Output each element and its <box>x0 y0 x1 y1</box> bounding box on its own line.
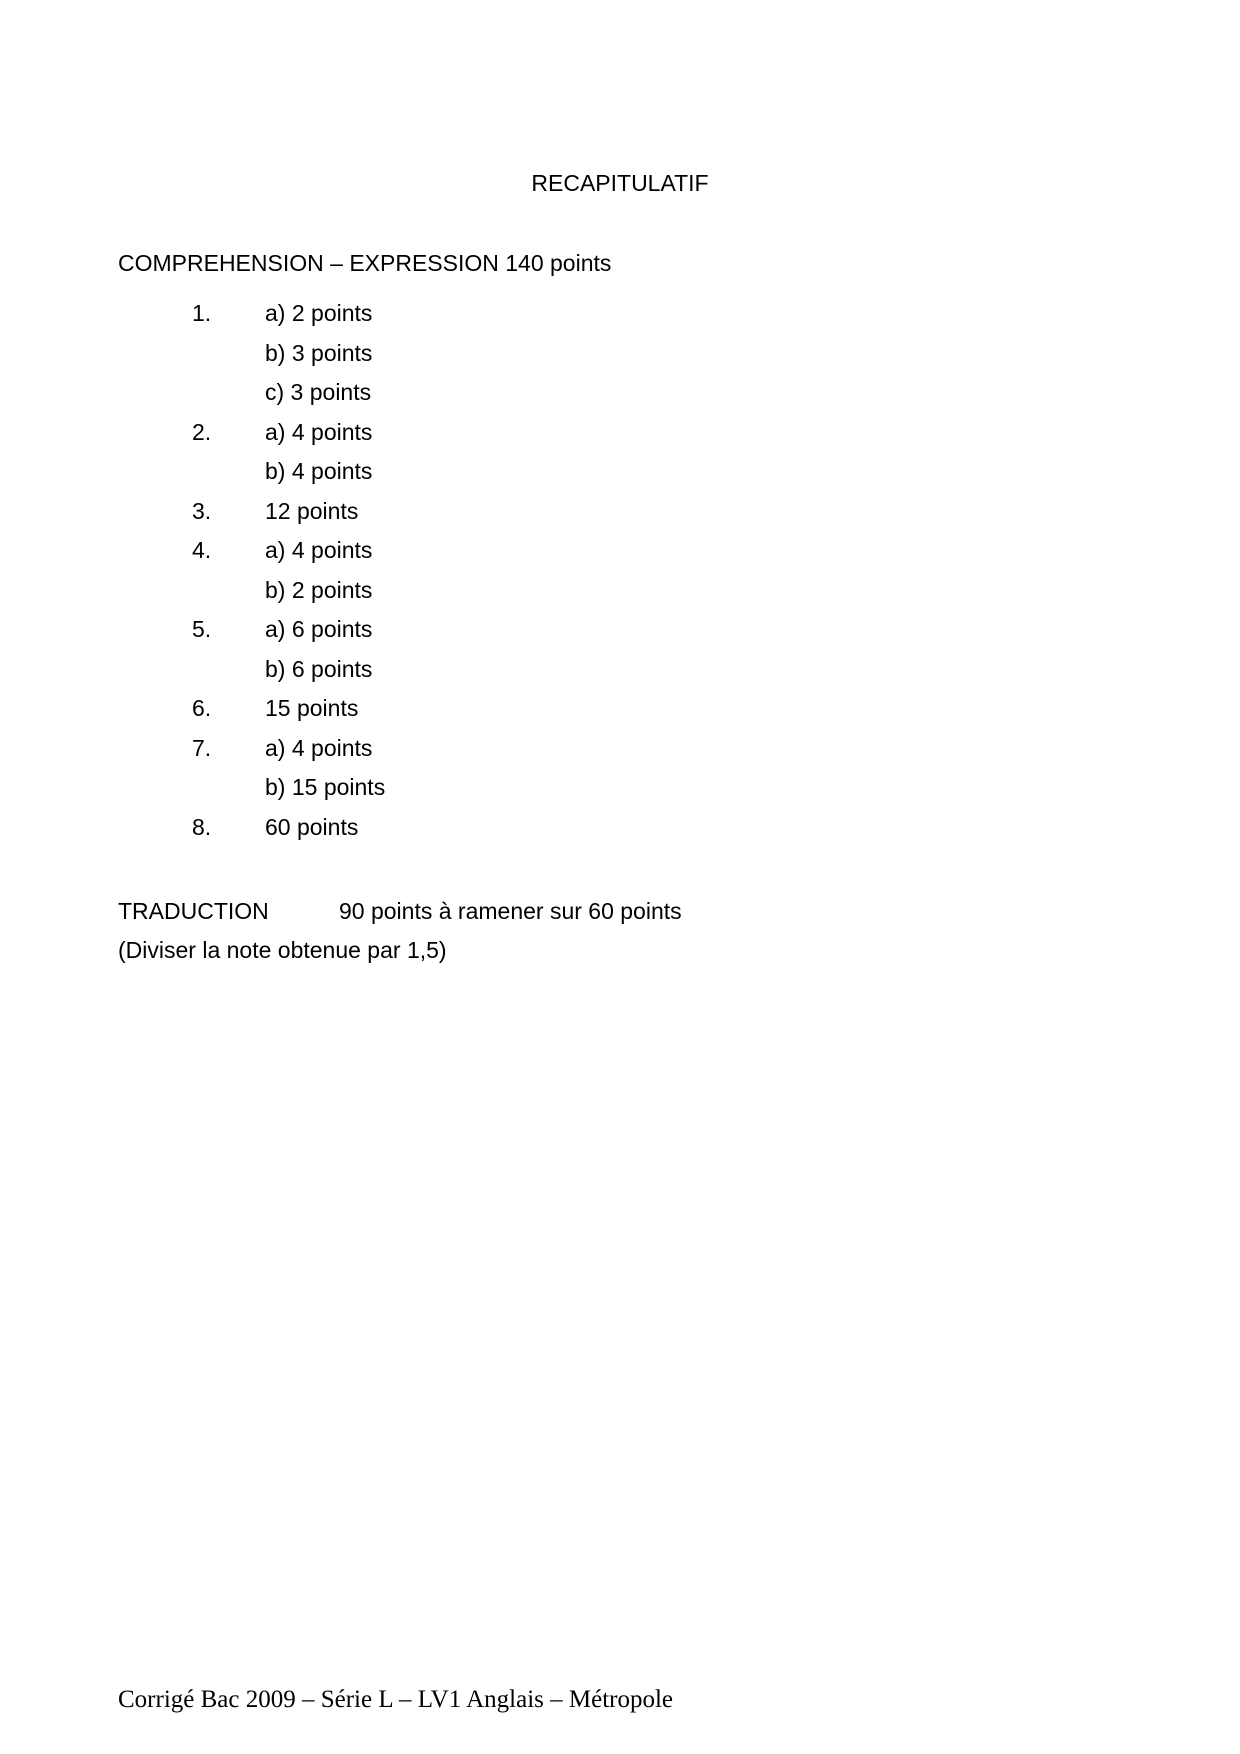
item-points: b) 6 points <box>265 655 373 682</box>
item-points: 60 points <box>265 813 359 840</box>
item-number: 3. <box>192 497 212 524</box>
item-points: a) 4 points <box>265 537 373 563</box>
item-number: 1. <box>192 300 212 326</box>
comprehension-heading: COMPREHENSION – EXPRESSION 140 points <box>118 250 612 276</box>
page-title: RECAPITULATIF <box>531 170 709 196</box>
item-points: a) 6 points <box>265 616 373 642</box>
item-points: c) 3 points <box>265 379 372 405</box>
item-number: 7. <box>192 734 212 761</box>
traduction-note: (Diviser la note obtenue par 1,5) <box>118 937 447 963</box>
item-points: b) 15 points <box>265 774 386 800</box>
item-number: 4. <box>192 537 212 563</box>
traduction-points: 90 points à ramener sur 60 points <box>339 898 682 924</box>
item-points: b) 4 points <box>265 458 373 484</box>
item-points: b) 2 points <box>265 576 373 603</box>
item-points: b) 3 points <box>265 339 373 366</box>
item-number: 5. <box>192 616 212 642</box>
item-points: a) 4 points <box>265 418 373 445</box>
item-points: a) 4 points <box>265 734 373 761</box>
page-footer: Corrigé Bac 2009 – Série L – LV1 Anglais – Métropole <box>118 1686 674 1713</box>
item-number: 6. <box>192 695 212 721</box>
item-points: a) 2 points <box>265 300 373 326</box>
item-points: 15 points <box>265 695 359 721</box>
traduction-heading: TRADUCTION <box>118 898 269 924</box>
item-number: 8. <box>192 813 212 840</box>
item-number: 2. <box>192 418 212 445</box>
item-points: 12 points <box>265 497 359 524</box>
